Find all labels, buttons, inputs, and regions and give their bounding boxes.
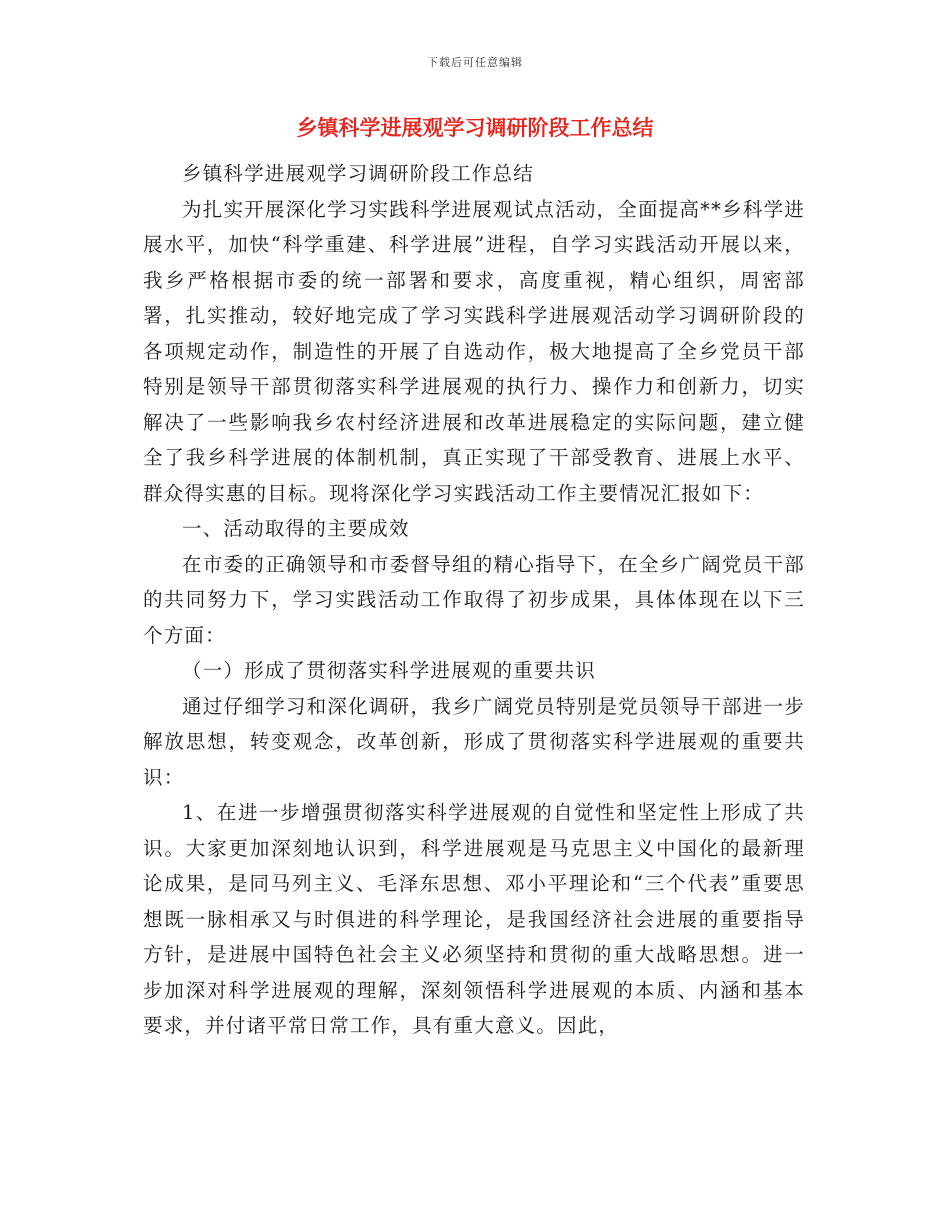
- page-header: 下载后可任意编辑: [427, 56, 523, 69]
- document-title: 乡镇科学进展观学习调研阶段工作总结: [296, 116, 654, 140]
- subsection-heading-consensus: （一）形成了贯彻落实科学进展观的重要共识: [182, 659, 597, 682]
- document-body: [143, 156, 805, 1044]
- paragraph-consensus-intro: 通过仔细学习和深化调研，我乡广阔党员特别是党员领导干部进一步解放思想，转变观念，改革创新，形成了贯彻落实科学进展观的重要共识：: [143, 694, 805, 789]
- paragraph-achievements-intro: 在市委的正确领导和市委督导组的精心指导下，在全乡广阔党员干部的共同努力下，学习实践活动工作取得了初步成果，具体体现在以下三个方面：: [143, 552, 805, 647]
- section-heading-achievements: 一、活动取得的主要成效: [182, 517, 410, 540]
- paragraph-subtitle: 乡镇科学进展观学习调研阶段工作总结: [182, 162, 534, 185]
- paragraph-intro: 为扎实开展深化学习实践科学进展观试点活动，全面提高**乡科学进展水平，加快“科学重建、科学进展”进程，自学习实践活动开展以来，我乡严格根据市委的统一部署和要求，高度重视，精心组织，周密部署，扎实推动，较好地完成了学习实践科学进展观活动学习调研阶段的各项规定动作，制造性的开展了自选动作，极大地提高了全乡党员干部特别是领导干部贯彻落实科学进展观的执行力、操作力和创新力，切实解决了一些影响我乡农村经济进展和改革进展稳定的实际问题，建立健全了我乡科学进展的体制机制，真正实现了干部受教育、进展上水平、群众得实惠的目标。现将深化学习实践活动工作主要情况汇报如下：: [143, 197, 805, 505]
- paragraph-point-1: 1、在进一步增强贯彻落实科学进展观的自觉性和坚定性上形成了共识。大家更加深刻地认识到，科学进展观是马克思主义中国化的最新理论成果，是同马列主义、毛泽东思想、邓小平理论和“三个代表”重要思想既一脉相承又与时俱进的科学理论，是我国经济社会进展的重要指导方针，是进展中国特色社会主义必须坚持和贯彻的重大战略思想。进一步加深对科学进展观的理解，深刻领悟科学进展观的本质、内涵和基本要求，并付诸平常日常工作，具有重大意义。因此，: [143, 801, 805, 1037]
